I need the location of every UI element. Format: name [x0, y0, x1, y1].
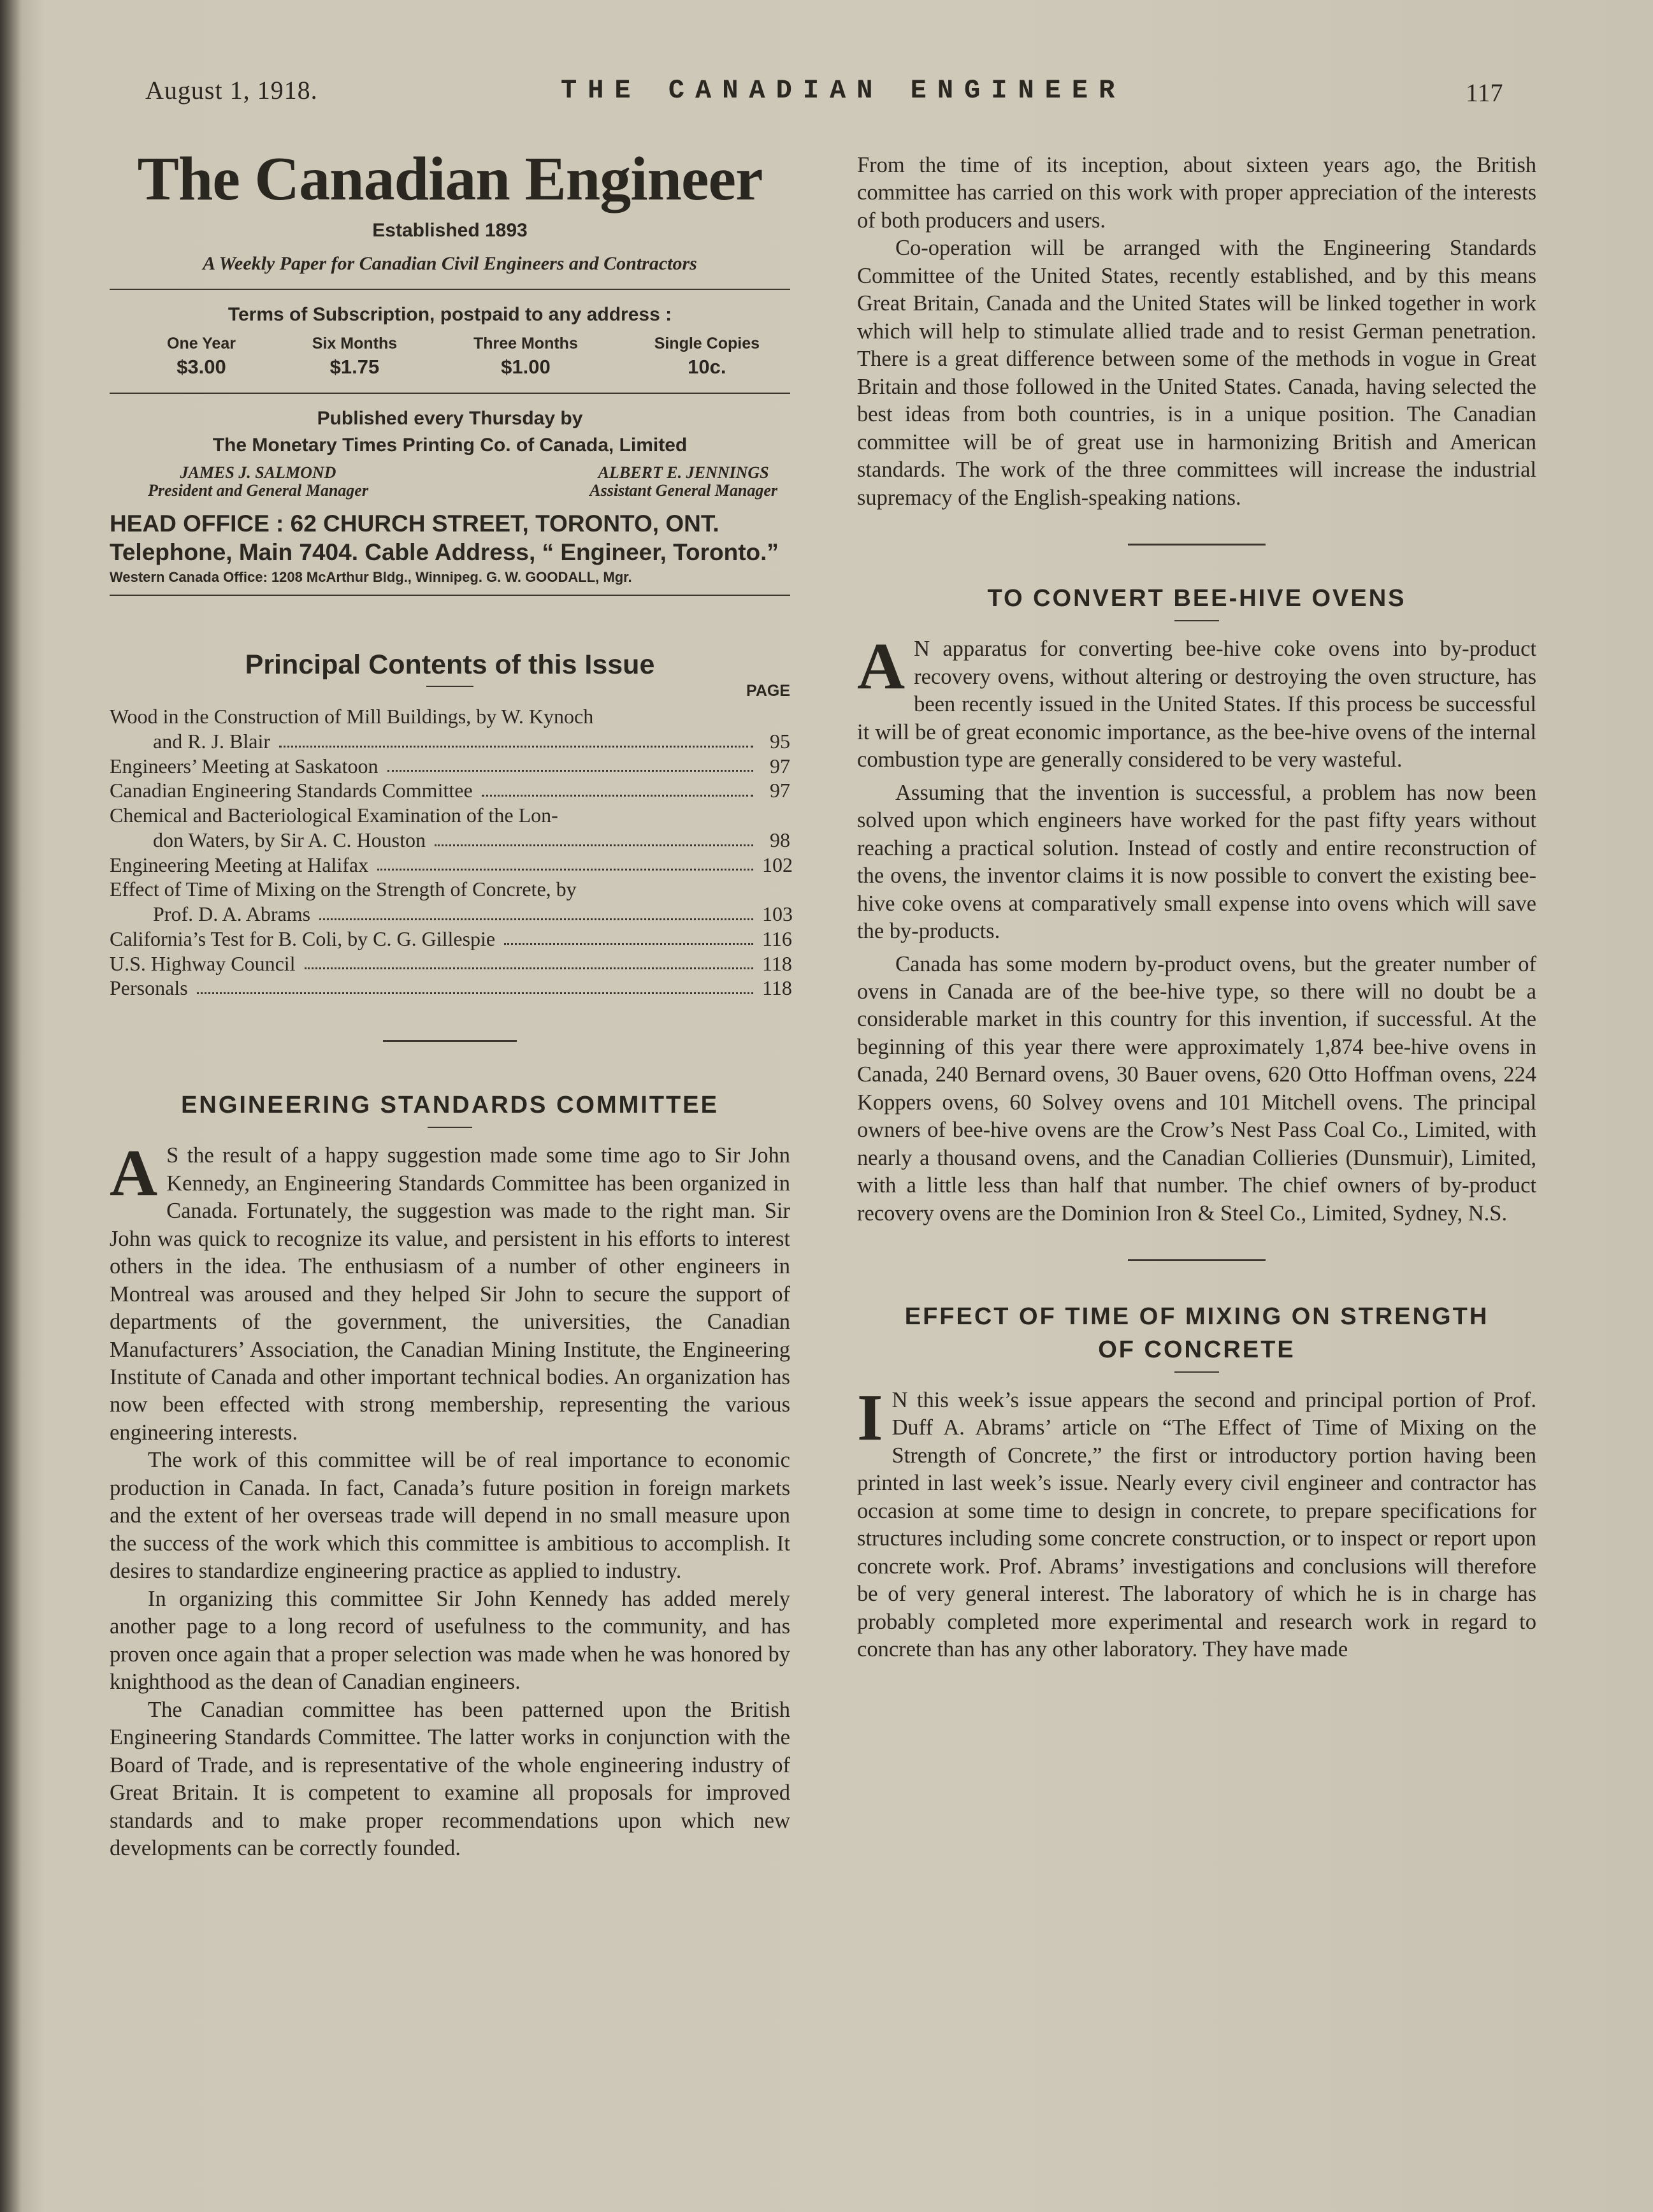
- section-separator: [383, 1040, 517, 1042]
- dot-leader: [504, 943, 753, 945]
- journal-running-title: THE CANADIAN ENGINEER: [561, 75, 1126, 106]
- article-paragraph: [110, 1136, 790, 1447]
- toc-entry: [110, 877, 790, 902]
- article-paragraph: [857, 630, 1536, 774]
- price-label: Single Copies: [654, 334, 760, 352]
- dot-leader: [197, 992, 753, 994]
- toc-entry-page: 98: [770, 828, 790, 851]
- toc-entry: [110, 754, 790, 779]
- toc-entry-title: Chemical and Bacteriological Examination of the Lon-: [110, 804, 558, 827]
- paragraph-text: N apparatus for converting bee-hive coke ovens into by-product recovery ovens, without altering or destroying the oven structure, has been recently issued in the United States. If this process be successful it will be of great economic importance, as the bee-hive ovens of the internal combustion type are generally considered to be very wasteful.: [857, 637, 1536, 772]
- article-paragraph: Assuming that the invention is successful, a problem has now been solved upon which engineers have worked for the past fifty years without reaching a practical solution. Instead of costly and entire reconstruction of the ovens, the inventor claims it is now possible to convert the existing bee-hive coke ovens at comparatively small expense into ovens which will save the by-products.: [857, 780, 1536, 944]
- published-line: Published every Thursday by: [317, 407, 583, 429]
- toc-entry: [110, 704, 790, 729]
- article-title-concrete: [857, 1301, 1536, 1366]
- price-label: Six Months: [312, 334, 398, 352]
- masthead-tagline: A Weekly Paper for Canadian Civil Engineers and Contractors: [203, 252, 697, 274]
- toc-entry-title: Wood in the Construction of Mill Buildings, by W. Kynoch: [110, 705, 594, 728]
- drop-cap: A: [857, 630, 906, 704]
- article-title-standards: ENGINEERING STANDARDS COMMITTEE: [181, 1091, 719, 1118]
- toc-entry: [110, 902, 793, 927]
- section-separator: [1128, 544, 1266, 546]
- toc-entry: [110, 853, 793, 878]
- subscription-terms-title: Terms of Subscription, postpaid to any address :: [227, 303, 672, 325]
- toc-entry-page: 97: [770, 754, 790, 777]
- officers: [110, 464, 790, 500]
- dot-leader: [482, 795, 753, 797]
- price-single-copies: [654, 335, 760, 379]
- toc-entry-title: and R. J. Blair: [153, 730, 270, 753]
- toc-entry: [110, 927, 790, 951]
- table-of-contents: [110, 704, 793, 1001]
- established-line: Established 1893: [372, 219, 528, 241]
- masthead-divider: [110, 289, 790, 290]
- left-column: [110, 145, 793, 1862]
- toc-entry: [110, 828, 790, 853]
- toc-entry-title: Engineers’ Meeting at Saskatoon: [110, 754, 379, 777]
- toc-entry-title: Engineering Meeting at Halifax: [110, 853, 369, 876]
- price-value: $1.75: [329, 355, 380, 378]
- price-label: One Year: [167, 334, 236, 352]
- toc-entry-title: U.S. Highway Council: [110, 951, 296, 975]
- article-title-ovens: TO CONVERT BEE-HIVE OVENS: [987, 585, 1406, 612]
- toc-entry-title: Effect of Time of Mixing on the Strength of Concrete, by: [110, 878, 577, 901]
- dot-leader: [319, 918, 753, 920]
- toc-entry: [110, 803, 790, 828]
- issue-date: August 1, 1918.: [145, 76, 318, 105]
- paragraph-text: N this week’s issue appears the second and principal portion of Prof. Duff A. Abrams’ article on “The Effect of Time of Mixing on the Strength of Concrete,” the first or introductory portion having been printed in last week’s issue. Nearly every civil engineer and contractor has occasion at some time to design in concrete, to prepare specifications for structures including some concrete construction, or to inspect or report upon concrete work. Prof. Abrams’ investigations and conclusions will therefore be of very general interest. The laboratory of which he is in charge has probably completed more experimental and research work in regard to concrete than has any other laboratory. They have made: [857, 1387, 1536, 1662]
- head-office-address: HEAD OFFICE : 62 CHURCH STREET, TORONTO, ONT.: [110, 510, 719, 537]
- right-column: [857, 152, 1536, 1664]
- toc-entry-page: 102: [762, 853, 793, 876]
- paragraph-text: S the result of a happy suggestion made some time ago to Sir John Kennedy, an Engineering Standards Committee has been organized in Canada. Fortunately, the suggestion was made to the right man. Sir John was quick to recognize its value, and persistent in his efforts to interest others in the idea. The enthusiasm of a number of other engineers in Montreal was aroused and they helped Sir John to secure the support of departments of the government, the universities, the Canadian Manufacturers’ Association, the Canadian Mining Institute, the Engineering Institute of Canada and other important technical bodies. An organization has now been effected with strong membership, representing the various engineering interests.: [110, 1143, 790, 1445]
- toc-entry-page: 118: [762, 951, 792, 975]
- title-line: EFFECT OF TIME OF MIXING ON STRENGTH: [904, 1303, 1489, 1331]
- drop-cap: A: [110, 1136, 158, 1210]
- western-office-line: Western Canada Office: 1208 McArthur Bldg., Winnipeg. G. W. GOODALL, Mgr.: [110, 569, 632, 586]
- toc-entry-page: 118: [762, 976, 792, 1000]
- price-value: $3.00: [177, 355, 226, 378]
- masthead-title: The Canadian Engineer: [137, 145, 763, 213]
- officer-title: President and General Manager: [148, 481, 368, 500]
- price-value: $1.00: [501, 355, 551, 378]
- article-paragraph: In organizing this committee Sir John Kennedy has added merely another page to a long record of usefulness to the community, and has proven once again that a proper selection was made when he was honored by knighthood as the dean of Canadian engineers.: [110, 1586, 790, 1695]
- toc-entry-page: 97: [770, 779, 790, 802]
- toc-entry-title: don Waters, by Sir A. C. Houston: [153, 828, 426, 851]
- article-body-standards: [110, 1136, 790, 1862]
- officer-president: [148, 464, 368, 500]
- dot-leader: [435, 844, 753, 846]
- toc-entry-page: 95: [770, 730, 790, 753]
- dot-leader: [387, 770, 753, 772]
- publisher-name: The Monetary Times Printing Co. of Canada, Limited: [212, 434, 688, 456]
- price-one-year: [167, 335, 236, 379]
- section-separator: [1128, 1259, 1266, 1261]
- toc-entry-title: Prof. D. A. Abrams: [153, 902, 311, 926]
- contents-title: Principal Contents of this Issue: [245, 649, 655, 681]
- officer-name: ALBERT E. JENNINGS: [598, 463, 769, 482]
- article-paragraph: The Canadian committee has been patterned upon the British Engineering Standards Committee. The latter works in conjunction with the Board of Trade, and is representative of the whole engineering industry of Great Britain. It is competent to examine all proposals for improved standards and to make proper recommendations upon which new developments can be correctly founded.: [110, 1697, 790, 1860]
- toc-entry: [110, 778, 790, 803]
- masthead-divider: [110, 393, 790, 394]
- officer-assistant: [589, 464, 777, 500]
- price-value: 10c.: [688, 355, 726, 378]
- officer-title: Assistant General Manager: [589, 481, 777, 500]
- contents-page-label: PAGE: [746, 682, 790, 700]
- article-continuation-standards: [857, 152, 1536, 512]
- toc-entry: [110, 976, 790, 1001]
- price-six-months: [312, 335, 397, 379]
- dot-leader: [377, 869, 753, 871]
- title-line: OF CONCRETE: [1098, 1336, 1296, 1363]
- article-paragraph: From the time of its inception, about sixteen years ago, the British committee has carried on this work with proper appreciation of the interests of both producers and users.: [857, 153, 1536, 233]
- page-number: 117: [1466, 78, 1503, 107]
- officer-name: JAMES J. SALMOND: [180, 463, 336, 482]
- dot-leader: [305, 967, 753, 969]
- toc-entry-title: Personals: [110, 976, 188, 1000]
- article-paragraph: The work of this committee will be of real importance to economic production in Canada. In fact, Canada’s future position in foreign markets and the extent of her overseas trade will depend in no small measure upon the success of the work which this committee is ambitious to accomplish. It desires to standardize engineering practice as applied to industry.: [110, 1448, 790, 1584]
- running-head: [0, 75, 1653, 113]
- title-rule: [1174, 620, 1219, 621]
- article-paragraph: [857, 1380, 1536, 1664]
- dot-leader: [279, 746, 753, 748]
- masthead-divider: [110, 595, 790, 596]
- subscription-prices: [110, 335, 790, 379]
- article-paragraph: Canada has some modern by-product ovens, but the greater number of ovens in Canada are of the bee-hive type, so there will no doubt be a considerable market in this country for this invention, if successful. At the beginning of this year there were approximately 1,874 bee-hive ovens in Canada, 240 Bernard ovens, 30 Bauer ovens, 620 Otto Hoffman ovens, 224 Koppers ovens, 60 Solvey ovens and 101 Mitchell ovens. The principal owners of bee-hive ovens are the Crow’s Nest Pass Coal Co., Limited, with nearly a thousand ovens, and the Canadian Collieries (Dunsmuir), Limited, with a little less than half that number. The chief owners of by-product recovery ovens are the Dominion Iron & Steel Co., Limited, Sydney, N.S.: [857, 951, 1536, 1225]
- toc-entry-page: 116: [762, 927, 792, 950]
- toc-entry-title: Canadian Engineering Standards Committee: [110, 779, 473, 802]
- drop-cap: I: [857, 1380, 883, 1454]
- toc-entry: [110, 951, 790, 976]
- article-body-ovens: [857, 630, 1536, 1227]
- title-rule: [1174, 1371, 1219, 1373]
- toc-entry: [110, 729, 790, 754]
- article-paragraph: Co-operation will be arranged with the Engineering Standards Committee of the United States, recently established, and by this means Great Britain, Canada and the United States will be linked together in work which will help to stimulate allied trade and to resist German penetration. There is a great difference between some of the methods in vogue in Great Britain and those followed in the United States. Canada, having selected the best ideas from both countries, is in a unique position. The Canadian committee will be of great use in harmonizing British and American standards. The work of the three committees will increase the industrial supremacy of the English-speaking nations.: [857, 236, 1536, 510]
- article-body-concrete: [857, 1380, 1536, 1664]
- price-label: Three Months: [473, 334, 578, 352]
- masthead: [110, 147, 790, 500]
- price-three-months: [473, 335, 578, 379]
- toc-entry-page: 103: [762, 902, 793, 926]
- title-rule: [428, 1127, 472, 1128]
- telephone-line: Telephone, Main 7404. Cable Address, “ Engineer, Toronto.”: [110, 539, 779, 566]
- toc-entry-title: California’s Test for B. Coli, by C. G. Gillespie: [110, 927, 496, 950]
